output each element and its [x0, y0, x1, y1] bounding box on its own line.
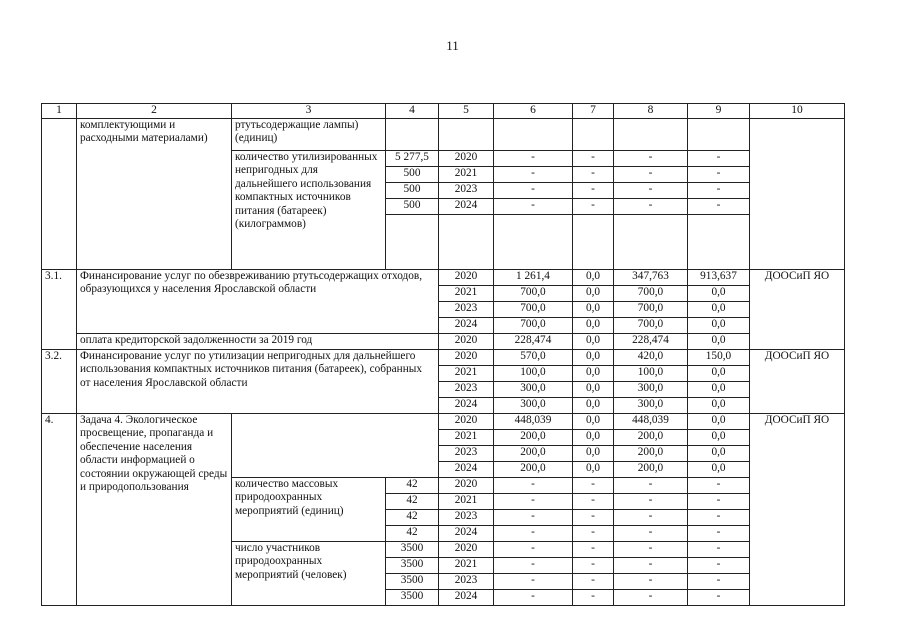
- amount-cell: -: [494, 493, 573, 509]
- amount-cell: 0,0: [573, 413, 614, 429]
- year-cell: 2023: [439, 445, 494, 461]
- amount-cell: 228,474: [494, 333, 573, 349]
- amount-cell: -: [688, 198, 750, 214]
- measure-cell: комплектующими и расходными материалами): [77, 118, 232, 269]
- amount-cell: 228,474: [614, 333, 688, 349]
- amount-cell: 448,039: [614, 413, 688, 429]
- year-cell: 2020: [439, 477, 494, 493]
- amount-cell: -: [573, 477, 614, 493]
- page-number: 11: [446, 38, 459, 53]
- amount-cell: 700,0: [494, 317, 573, 333]
- amount-cell: 200,0: [614, 461, 688, 477]
- year-cell: 2021: [439, 285, 494, 301]
- amount-cell: 0,0: [573, 269, 614, 285]
- value-cell: [386, 118, 439, 150]
- header-cell: 10: [750, 104, 845, 119]
- amount-cell: 0,0: [573, 429, 614, 445]
- num-cell: [42, 118, 77, 269]
- amount-cell: 913,637: [688, 269, 750, 285]
- year-cell: 2023: [439, 381, 494, 397]
- year-cell: 2023: [439, 573, 494, 589]
- amount-cell: 200,0: [494, 461, 573, 477]
- value-cell: 42: [386, 509, 439, 525]
- num-cell: 3.1.: [42, 269, 77, 349]
- amount-cell: -: [494, 166, 573, 182]
- amount-cell: 700,0: [494, 285, 573, 301]
- amount-cell: 300,0: [614, 381, 688, 397]
- year-cell: 2023: [439, 301, 494, 317]
- executor-cell: ДООСиП ЯО: [750, 269, 845, 349]
- amount-cell: -: [573, 509, 614, 525]
- amount-cell: 0,0: [688, 429, 750, 445]
- amount-cell: [614, 214, 688, 269]
- amount-cell: 0,0: [573, 381, 614, 397]
- amount-cell: 0,0: [688, 397, 750, 413]
- amount-cell: -: [614, 557, 688, 573]
- amount-cell: -: [573, 150, 614, 166]
- amount-cell: 200,0: [494, 445, 573, 461]
- amount-cell: 0,0: [688, 333, 750, 349]
- table-row: [42, 349, 845, 365]
- amount-cell: 347,763: [614, 269, 688, 285]
- header-cell: 5: [439, 104, 494, 119]
- year-cell: 2024: [439, 317, 494, 333]
- header-cell: 3: [232, 104, 386, 119]
- amount-cell: 0,0: [573, 317, 614, 333]
- year-cell: [439, 118, 494, 150]
- amount-cell: -: [614, 150, 688, 166]
- amount-cell: 0,0: [688, 413, 750, 429]
- amount-cell: -: [573, 493, 614, 509]
- value-cell: 42: [386, 477, 439, 493]
- amount-cell: -: [573, 541, 614, 557]
- indicator-cell: ртутьсодержащие лампы) (единиц): [232, 118, 386, 150]
- amount-cell: 570,0: [494, 349, 573, 365]
- year-cell: 2020: [439, 413, 494, 429]
- amount-cell: 200,0: [614, 445, 688, 461]
- amount-cell: -: [688, 493, 750, 509]
- amount-cell: -: [573, 525, 614, 541]
- amount-cell: -: [573, 589, 614, 605]
- measure-cell: Финансирование услуг по обезвреживанию ртутьсодержащих отходов, образующихся у населения Ярославской области: [77, 269, 439, 333]
- value-cell: 3500: [386, 589, 439, 605]
- executor-cell: ДООСиП ЯО: [750, 413, 845, 605]
- amount-cell: -: [614, 182, 688, 198]
- amount-cell: 700,0: [494, 301, 573, 317]
- table-row: [42, 118, 845, 150]
- year-cell: [439, 214, 494, 269]
- amount-cell: -: [494, 557, 573, 573]
- amount-cell: -: [494, 541, 573, 557]
- amount-cell: 448,039: [494, 413, 573, 429]
- amount-cell: 100,0: [614, 365, 688, 381]
- amount-cell: [494, 118, 573, 150]
- value-cell: 3500: [386, 541, 439, 557]
- amount-cell: -: [688, 541, 750, 557]
- amount-cell: -: [688, 477, 750, 493]
- amount-cell: 0,0: [573, 301, 614, 317]
- header-cell: 2: [77, 104, 232, 119]
- indicator-cell: количество массовых природоохранных мероприятий (единиц): [232, 477, 386, 541]
- year-cell: 2020: [439, 269, 494, 285]
- amount-cell: [614, 118, 688, 150]
- indicator-cell: [232, 413, 439, 477]
- year-cell: 2024: [439, 461, 494, 477]
- amount-cell: -: [614, 166, 688, 182]
- amount-cell: -: [573, 166, 614, 182]
- year-cell: 2020: [439, 349, 494, 365]
- amount-cell: -: [573, 182, 614, 198]
- amount-cell: 300,0: [494, 381, 573, 397]
- amount-cell: 100,0: [494, 365, 573, 381]
- value-cell: 42: [386, 493, 439, 509]
- amount-cell: -: [688, 150, 750, 166]
- header-cell: 9: [688, 104, 750, 119]
- amount-cell: [494, 214, 573, 269]
- amount-cell: -: [494, 150, 573, 166]
- amount-cell: 0,0: [573, 285, 614, 301]
- amount-cell: 700,0: [614, 317, 688, 333]
- amount-cell: -: [614, 541, 688, 557]
- amount-cell: -: [688, 589, 750, 605]
- amount-cell: 0,0: [688, 445, 750, 461]
- amount-cell: 420,0: [614, 349, 688, 365]
- amount-cell: -: [614, 589, 688, 605]
- amount-cell: -: [494, 182, 573, 198]
- amount-cell: -: [614, 198, 688, 214]
- amount-cell: -: [573, 573, 614, 589]
- table-row: [42, 413, 845, 429]
- amount-cell: 0,0: [573, 397, 614, 413]
- amount-cell: -: [688, 573, 750, 589]
- amount-cell: 300,0: [614, 397, 688, 413]
- value-cell: [386, 214, 439, 269]
- amount-cell: [573, 214, 614, 269]
- amount-cell: 200,0: [614, 429, 688, 445]
- amount-cell: 0,0: [688, 365, 750, 381]
- value-cell: 500: [386, 198, 439, 214]
- header-cell: 7: [573, 104, 614, 119]
- amount-cell: [688, 214, 750, 269]
- amount-cell: [688, 118, 750, 150]
- value-cell: 500: [386, 166, 439, 182]
- table-row: [42, 333, 845, 349]
- amount-cell: 0,0: [573, 445, 614, 461]
- value-cell: 500: [386, 182, 439, 198]
- year-cell: 2024: [439, 525, 494, 541]
- amount-cell: -: [614, 573, 688, 589]
- executor-cell: ДООСиП ЯО: [750, 349, 845, 413]
- amount-cell: [573, 118, 614, 150]
- amount-cell: -: [494, 198, 573, 214]
- amount-cell: -: [688, 166, 750, 182]
- year-cell: 2021: [439, 365, 494, 381]
- num-cell: 4.: [42, 413, 77, 605]
- amount-cell: 150,0: [688, 349, 750, 365]
- year-cell: 2024: [439, 198, 494, 214]
- year-cell: 2020: [439, 541, 494, 557]
- amount-cell: -: [614, 477, 688, 493]
- amount-cell: 0,0: [688, 381, 750, 397]
- value-cell: 3500: [386, 557, 439, 573]
- measure-cell: Финансирование услуг по утилизации непригодных для дальнейшего использования компактных источников питания (батареек), собранных от населения Ярославской области: [77, 349, 439, 413]
- indicator-cell: число участников природоохранных мероприятий (человек): [232, 541, 386, 605]
- amount-cell: 0,0: [688, 317, 750, 333]
- amount-cell: -: [573, 557, 614, 573]
- year-cell: 2024: [439, 397, 494, 413]
- executor-cell: [750, 118, 845, 269]
- year-cell: 2023: [439, 182, 494, 198]
- header-row: [42, 104, 845, 119]
- amount-cell: 0,0: [573, 461, 614, 477]
- amount-cell: 0,0: [688, 285, 750, 301]
- amount-cell: 200,0: [494, 429, 573, 445]
- header-cell: 8: [614, 104, 688, 119]
- year-cell: 2021: [439, 557, 494, 573]
- amount-cell: -: [688, 525, 750, 541]
- amount-cell: 0,0: [573, 333, 614, 349]
- table-row: [42, 269, 845, 285]
- amount-cell: 300,0: [494, 397, 573, 413]
- amount-cell: 0,0: [573, 365, 614, 381]
- amount-cell: -: [494, 525, 573, 541]
- amount-cell: 1 261,4: [494, 269, 573, 285]
- amount-cell: 0,0: [688, 301, 750, 317]
- header-cell: 1: [42, 104, 77, 119]
- debt-label: оплата кредиторской задолженности за 2019 год: [77, 333, 439, 349]
- year-cell: 2020: [439, 150, 494, 166]
- program-table: [41, 103, 845, 606]
- amount-cell: -: [573, 198, 614, 214]
- amount-cell: -: [688, 509, 750, 525]
- value-cell: 3500: [386, 573, 439, 589]
- amount-cell: -: [614, 509, 688, 525]
- amount-cell: -: [688, 182, 750, 198]
- amount-cell: 0,0: [573, 349, 614, 365]
- amount-cell: -: [614, 525, 688, 541]
- num-cell: 3.2.: [42, 349, 77, 413]
- year-cell: 2021: [439, 493, 494, 509]
- year-cell: 2024: [439, 589, 494, 605]
- amount-cell: -: [494, 589, 573, 605]
- year-cell: 2020: [439, 333, 494, 349]
- value-cell: 42: [386, 525, 439, 541]
- indicator-cell: количество утилизированных непригодных для дальнейшего использования компактных источников питания (батареек) (килограммов): [232, 150, 386, 269]
- amount-cell: -: [494, 509, 573, 525]
- amount-cell: -: [614, 493, 688, 509]
- amount-cell: -: [494, 477, 573, 493]
- amount-cell: -: [494, 573, 573, 589]
- header-cell: 4: [386, 104, 439, 119]
- year-cell: 2021: [439, 166, 494, 182]
- amount-cell: 0,0: [688, 461, 750, 477]
- year-cell: 2021: [439, 429, 494, 445]
- value-cell: 5 277,5: [386, 150, 439, 166]
- amount-cell: -: [688, 557, 750, 573]
- year-cell: 2023: [439, 509, 494, 525]
- measure-cell: Задача 4. Экологическое просвещение, пропаганда и обеспечение населения области информацией о состоянии окружающей среды и природопользования: [77, 413, 232, 605]
- amount-cell: 700,0: [614, 301, 688, 317]
- amount-cell: 700,0: [614, 285, 688, 301]
- header-cell: 6: [494, 104, 573, 119]
